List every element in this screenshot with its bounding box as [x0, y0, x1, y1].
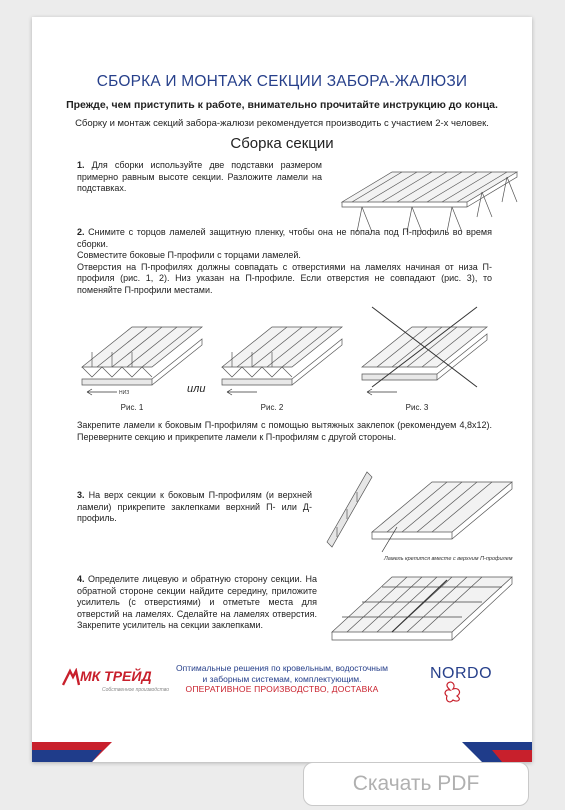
figure-3-caption: Рис. 3 — [405, 403, 429, 412]
figure-1-arrow-label: НИЗ — [119, 390, 130, 396]
figure-1-caption: Рис. 1 — [120, 403, 144, 412]
figure-2-illustration — [217, 307, 347, 407]
step-3-text: На верх секции к боковым П-профилям (и верхней ламели) прикрепите заклепками верхний П- или Д-профиль. — [77, 490, 312, 523]
step-4-number: 4. — [77, 574, 85, 584]
download-pdf-button[interactable]: Скачать PDF — [303, 762, 529, 806]
mk-trade-logo-subtext: Собственное производство — [102, 687, 170, 693]
nordo-logo — [430, 665, 492, 683]
step-1-text: Для сборки используйте две подставки размером примерно равным высоте секции. Разложите ламели на подставках. — [77, 160, 322, 193]
footer-stripes — [32, 722, 532, 762]
step-1 — [77, 160, 322, 195]
figure-3-illustration — [357, 302, 497, 407]
nordo-logo-text: NORDO — [430, 665, 493, 682]
step-4-text: Определите лицевую и обратную сторону секции. На обратной стороне секции найдите середину, приложите усилитель (с отверстиями) и отметьте места для отверстий на ламелях. Сделайте на ламелях отверстия. Закрепите усилитель на секции заклепками. — [77, 574, 317, 630]
step-2-text-3: Отверстия на П-профилях должны совпадать с отверстиями на ламелях начиная от низа П-профиля (рис. 1, 2). Низ указан на П-профиле. Если отверстия не совпадают (рис. 3), то поменяйте П-профили местами. — [77, 261, 492, 295]
footer-line-3: ОПЕРАТИВНОЕ ПРОИЗВОДСТВО, ДОСТАВКА — [185, 684, 379, 694]
step-3-illustration — [322, 457, 522, 567]
figure-3-note: Ламель крепится вместе с верхним П-профилем — [384, 556, 513, 562]
document-page — [32, 17, 532, 762]
step-2-text-2: Совместите боковые П-профили с торцами ламелей. — [77, 250, 301, 260]
document-title: СБОРКА И МОНТАЖ СЕКЦИИ ЗАБОРА-ЖАЛЮЗИ — [96, 73, 468, 90]
figure-2-caption: Рис. 2 — [260, 403, 284, 412]
step-3 — [77, 490, 312, 525]
step-3-number: 3. — [77, 490, 85, 500]
step-1-illustration — [332, 147, 522, 235]
warning-text: Прежде, чем приступить к работе, внимательно прочитайте инструкцию до конца. — [66, 99, 498, 111]
footer-line-1: Оптимальные решения по кровельным, водосточным — [176, 663, 388, 673]
mk-trade-logo-text: МК ТРЕЙД — [80, 668, 152, 684]
step-1-number: 1. — [77, 160, 85, 170]
or-label: или — [187, 383, 206, 395]
step-2-number: 2. — [77, 227, 85, 237]
footer-line-2: и заборным системам, комплектующим. — [202, 673, 362, 684]
section-title: Сборка секции — [230, 135, 334, 152]
mk-trade-emblem-icon — [62, 668, 80, 686]
intro-text: Сборку и монтаж секций забора-жалюзи рекомендуется производить с участием 2-х человек. — [75, 118, 489, 129]
footer-slogan — [167, 663, 397, 695]
step-4 — [77, 574, 317, 632]
rivet-instruction: Закрепите ламели к боковым П-профилям с помощью вытяжных заклепок (рекомендуем 4,8х12). Переверните секцию и прикрепите ламели к П-профилям с другой стороны. — [77, 420, 492, 442]
step-2 — [77, 227, 492, 296]
step-2-text: Снимите с торцов ламелей защитную пленку, чтобы она не попала под П-профиль во время сборки. — [77, 227, 492, 249]
step-4-illustration — [322, 562, 522, 652]
nordo-emblem-icon — [444, 681, 474, 703]
